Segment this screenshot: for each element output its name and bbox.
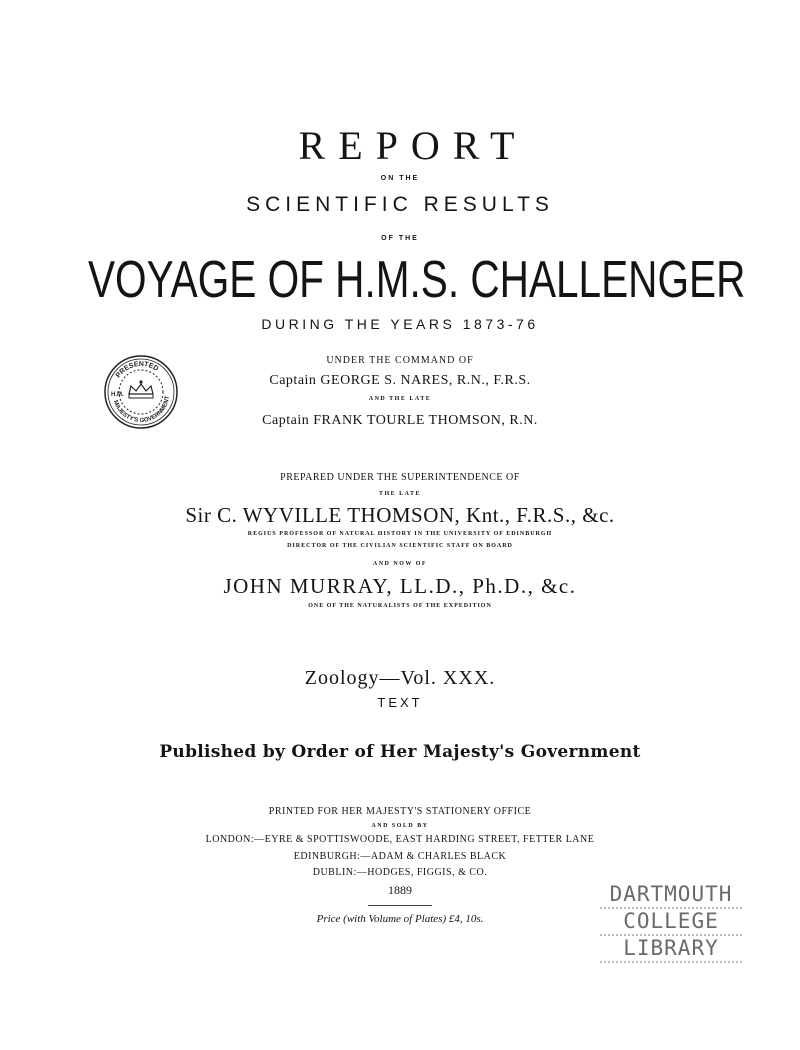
price-text: Price (with Volume of Plates) £4, 10s. (316, 913, 484, 925)
during-years-text: DURING THE YEARS 1873-76 (261, 316, 539, 332)
on-the-text: ON THE (380, 175, 420, 182)
captain-thomson-text: Captain FRANK TOURLE THOMSON, R.N. (262, 413, 538, 428)
publication-year: 1889 (388, 883, 412, 897)
regius-professor-text: REGIUS PROFESSOR OF NATURAL HISTORY IN THE UNIVERSITY OF EDINBURGH (247, 531, 553, 537)
text-label: TEXT (377, 695, 423, 710)
divider-rule (368, 905, 432, 906)
printed-for-text: PRINTED FOR HER MAJESTY'S STATIONERY OFFICE (268, 806, 532, 817)
stamp-bottom-text: MAJESTY'S GOVERNMENT (111, 395, 171, 425)
director-text: DIRECTOR OF THE CIVILIAN SCIENTIFIC STAFF ON BOARD (287, 543, 513, 549)
wyville-thomson-text: Sir C. WYVILLE THOMSON, Knt., F.R.S., &c. (185, 503, 615, 527)
edinburgh-imprint: EDINBURGH:—ADAM & CHARLES BLACK (293, 851, 507, 862)
published-by-order-text: Published by Order of Her Majesty's Government (159, 742, 641, 762)
scientific-results-heading: SCIENTIFIC RESULTS (246, 193, 554, 216)
sold-by-text: AND SOLD BY (371, 823, 429, 829)
and-the-late-text: AND THE LATE (368, 396, 432, 402)
library-stamp-line3: LIBRARY (600, 936, 742, 963)
library-perforation-stamp (600, 882, 742, 963)
and-now-of-text: AND NOW OF (372, 561, 428, 567)
prepared-text: PREPARED UNDER THE SUPERINTENDENCE OF (280, 472, 520, 483)
of-the-text: OF THE (381, 235, 419, 242)
voyage-title: VOYAGE OF H.M.S. CHALLENGER (88, 251, 746, 309)
library-stamp-line1: DARTMOUTH (600, 882, 742, 909)
london-imprint: LONDON:—EYRE & SPOTTISWOODE, EAST HARDING STREET, FETTER LANE (205, 834, 595, 845)
library-stamp-line2: COLLEGE (600, 909, 742, 936)
dublin-imprint: DUBLIN:—HODGES, FIGGIS, & CO. (312, 867, 488, 878)
captain-nares-text: Captain GEORGE S. NARES, R.N., F.R.S. (269, 373, 531, 388)
report-heading: REPORT (298, 123, 528, 168)
john-murray-text: JOHN MURRAY, LL.D., Ph.D., &c. (223, 574, 577, 598)
stamp-top-text: PRESENTED (114, 360, 160, 380)
the-late-text: THE LATE (378, 491, 422, 497)
volume-title: Zoology—Vol. XXX. (304, 667, 496, 689)
stamp-side-text: H.M. (111, 392, 124, 398)
under-command-text: UNDER THE COMMAND OF (326, 355, 474, 366)
naturalists-text: ONE OF THE NATURALISTS OF THE EXPEDITION (308, 603, 492, 609)
